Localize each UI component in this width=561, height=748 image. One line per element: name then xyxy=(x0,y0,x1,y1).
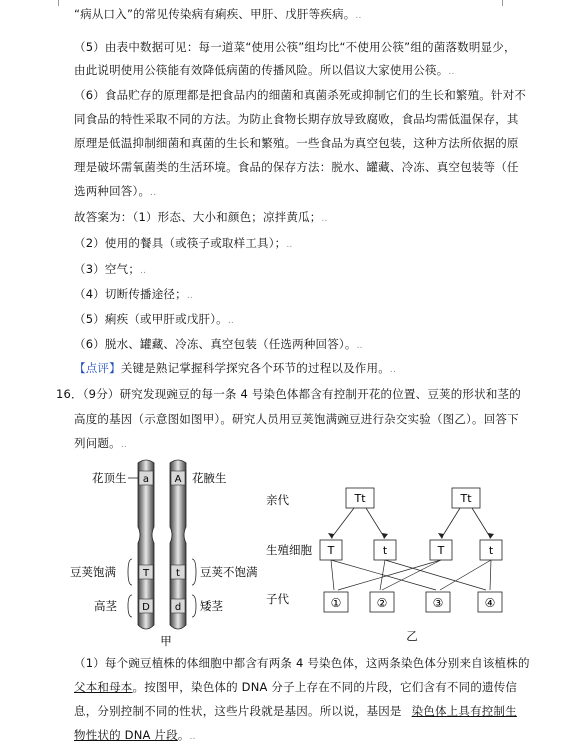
label-pod-notfull: 豆荚不饱满 xyxy=(200,565,258,579)
text-line: （6）脱水、罐藏、冷冻、真空包装（任选两种回答）。.. xyxy=(74,337,363,351)
text-line: 原理是低温抑制细菌和真菌的生长和繁殖。一些食品为真空包装，这种方法所依据的原 xyxy=(74,136,519,150)
gamete-3: T xyxy=(437,544,445,557)
question-16-line: 16．（9分）研究发现豌豆的每一条 4 号染色体都含有控制开花的位置、豆荚的形状和茎的 xyxy=(56,387,521,401)
figure-yi-caption: 乙 xyxy=(406,629,418,643)
page-corner-mark xyxy=(502,0,503,6)
answer-line: 父本和母本。按图甲，染色体的 DNA 分子上存在不同的片段，它们含有不同的遗传信 xyxy=(74,680,518,694)
offspring-1: ① xyxy=(330,596,342,610)
answer-blank-1: 父本和母本 xyxy=(74,680,133,694)
text-line: 理是破坏需氧菌类的生活环境。食品的保存方法：脱水、罐藏、冷冻、真空包装等（任 xyxy=(74,160,519,174)
allele-A: A xyxy=(174,474,182,485)
text-line: （6）食品贮存的原理都是把食品内的细菌和真菌杀死或抑制它们的生长和繁殖。针对不 xyxy=(74,88,527,102)
comment-line: 【点评】关键是熟记掌握科学探究各个环节的过程以及作用。.. xyxy=(74,361,397,375)
parent-2-genotype: Tt xyxy=(460,492,472,505)
answer-line: （1）每个豌豆植株的体细胞中都含有两条 4 号染色体，这两条染色体分别来自该植株的 xyxy=(74,656,530,670)
answer-blank-2: 染色体上具有控制生 xyxy=(411,704,517,718)
row-label-offspring: 子代 xyxy=(266,592,289,606)
figure-yi-cross xyxy=(262,480,522,650)
label-tall-stem: 高茎 xyxy=(94,599,117,613)
label-dwarf-stem: 矮茎 xyxy=(200,599,223,613)
allele-T: T xyxy=(142,568,150,579)
figure-jia-chromosomes xyxy=(64,455,274,650)
comment-tag: 【点评】 xyxy=(74,361,121,375)
label-flower-axil: 花腋生 xyxy=(192,471,227,485)
offspring-3: ③ xyxy=(432,596,444,610)
text-line: 列问题。.. xyxy=(74,436,127,450)
text-line: （3）空气；.. xyxy=(74,262,147,276)
text-line: （5）由表中数据可见：每一道菜“使用公筷”组均比“不使用公筷”组的菌落数明显少， xyxy=(74,40,516,54)
text-line: “病从口入”的常见传染病有痢疾、甲肝、戊肝等疾病。.. xyxy=(74,7,362,21)
text-line: 同食品的特性采取不同的方法。为防止食物长期存放导致腐败，食品均需低温保存，其 xyxy=(74,112,519,126)
parent-1-genotype: Tt xyxy=(354,492,366,505)
text-line: 选两种回答）。.. xyxy=(74,184,157,198)
allele-D: D xyxy=(142,602,150,613)
row-label-parent: 亲代 xyxy=(266,493,289,507)
gamete-4: t xyxy=(488,544,494,557)
figure-jia-caption: 甲 xyxy=(160,634,172,648)
text-line: （4）切断传播途径；.. xyxy=(74,287,193,301)
text-line: 高度的基因（示意图如图甲）。研究人员用豆荚饱满豌豆进行杂交实验（图乙）。回答下 xyxy=(74,412,519,426)
label-pod-full: 豆荚饱满 xyxy=(70,565,116,579)
page-corner-mark xyxy=(58,0,59,6)
offspring-4: ④ xyxy=(484,596,496,610)
label-flower-top: 花顶生 xyxy=(92,471,127,485)
row-label-gamete: 生殖细胞 xyxy=(266,543,312,557)
text-line: 故答案为：（1）形态、大小和颜色；凉拌黄瓜；.. xyxy=(74,210,328,224)
answer-line: 物性状的 DNA 片段。.. xyxy=(74,728,196,742)
offspring-2: ② xyxy=(376,596,388,610)
text-line: 由此说明使用公筷能有效降低病菌的传播风险。所以倡议大家使用公筷。.. xyxy=(74,63,455,77)
allele-d: d xyxy=(174,602,182,613)
allele-t: t xyxy=(176,568,180,579)
gamete-2: t xyxy=(382,544,388,557)
answer-line: 息，分别控制不同的性状，这些片段就是基因。所以说，基因是 染色体上具有控制生 xyxy=(74,704,517,718)
gamete-1: T xyxy=(327,544,335,557)
answer-blank-2-cont: 物性状的 DNA 片段 xyxy=(74,728,178,742)
text-line: （5）痢疾（或甲肝或戊肝）。.. xyxy=(74,312,234,326)
allele-a: a xyxy=(142,474,150,485)
text-line: （2）使用的餐具（或筷子或取样工具）；.. xyxy=(74,236,293,250)
